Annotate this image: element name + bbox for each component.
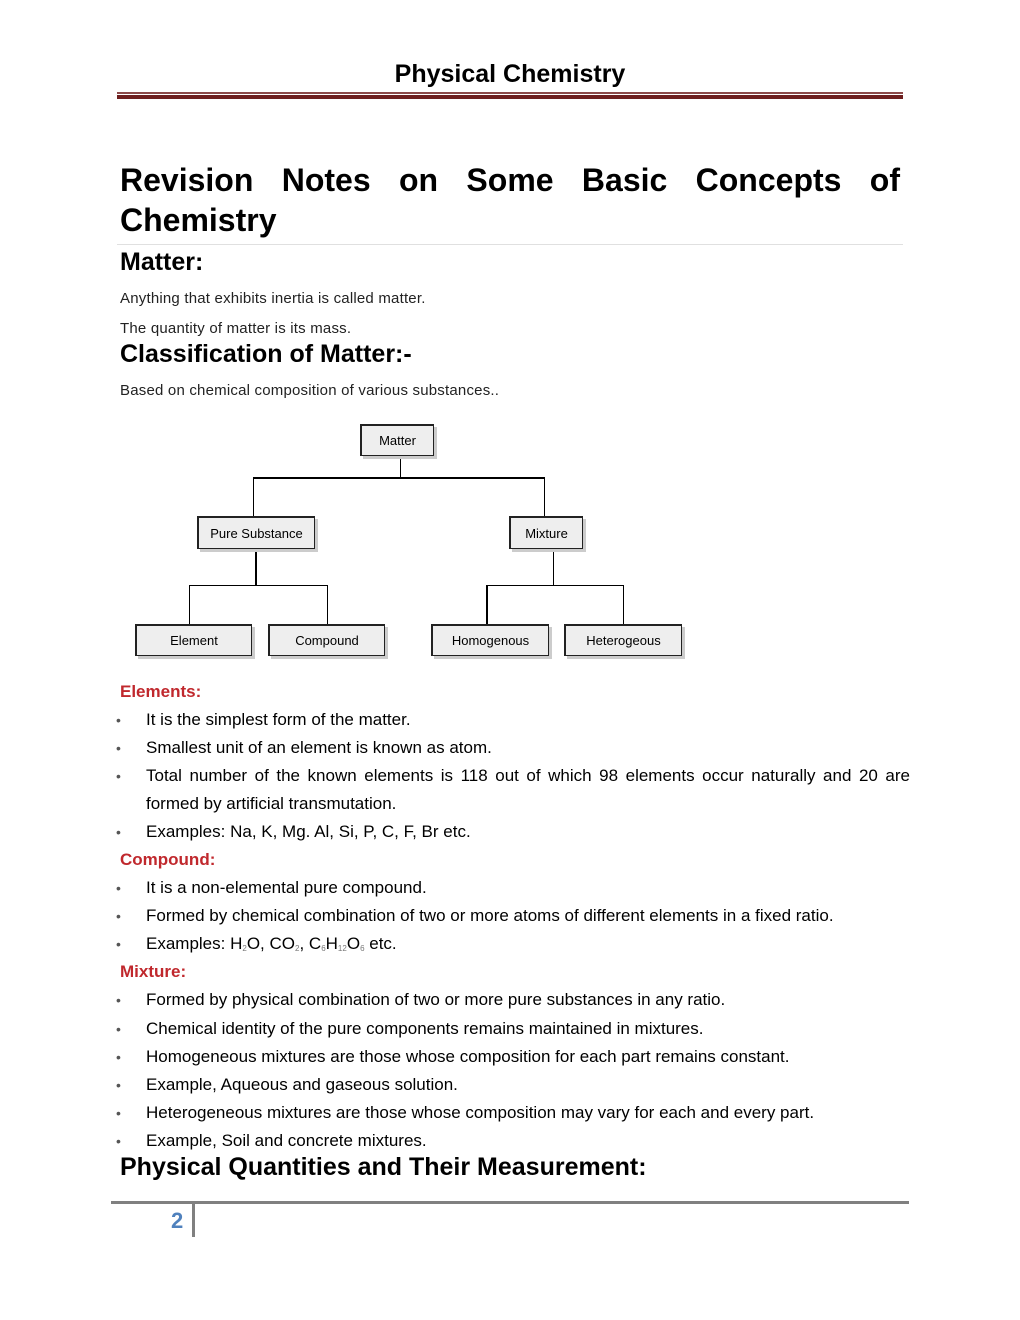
connector [400,456,401,478]
bullet-icon: • [116,1133,121,1149]
document-title: Revision Notes on Some Basic Concepts of Chemistry [120,162,900,238]
connector [189,585,328,586]
list-item [116,818,910,846]
node-element: Element [135,624,252,656]
list-item [116,1099,910,1127]
classification-intro: Based on chemical composition of various substances.. [120,382,500,399]
list-item [116,1015,910,1043]
connector [623,585,624,624]
connector [255,549,257,585]
subscript: 12 [337,944,347,953]
bullet-icon: • [116,768,121,784]
subscript: 2 [242,944,247,953]
bullet-icon: • [116,712,121,728]
list-item-text: Homogeneous mixtures are those whose composition for each part remains constant. [146,1047,790,1066]
list-item [116,734,910,762]
text: O, [246,934,270,953]
node-matter: Matter [360,424,434,456]
list-item [116,986,910,1014]
mixture-heading: Mixture: [120,962,187,981]
node-mixture: Mixture [509,516,583,549]
node-heterogeous: Heterogeous [564,624,682,656]
list-item-text: Examples: Na, K, Mg. Al, Si, P, C, F, Br etc. [146,822,471,841]
connector [253,478,254,516]
subscript: 6 [321,944,326,953]
list-item-text: Formed by chemical combination of two or more atoms of different elements in a fixed ratio. [146,906,834,925]
text: etc. [364,934,397,953]
list-item [116,1127,910,1155]
list-item-text: It is a non-elemental pure compound. [146,878,427,897]
bullet-icon: • [116,936,121,952]
bullet-icon: • [116,1105,121,1121]
text: Examples: [146,934,231,953]
list-item-text: Heterogeneous mixtures are those whose composition may vary for each and every part. [146,1103,815,1122]
page-number: 2 [171,1208,184,1233]
connector [253,477,545,479]
list-item-text: It is the simplest form of the matter. [146,710,411,729]
node-pure-substance: Pure Substance [197,516,315,549]
footer-rule [111,1201,909,1204]
connector [553,549,554,585]
list-item-text: Example, Soil and concrete mixtures. [146,1131,427,1150]
footer-divider [192,1203,195,1237]
subscript: 6 [360,944,365,953]
bullet-icon: • [116,824,121,840]
running-header: Physical Chemistry [394,60,626,88]
matter-line: Anything that exhibits inertia is called matter. [120,290,426,307]
title-divider [117,244,903,245]
bullet-icon: • [116,1021,121,1037]
subscript: 2 [295,944,300,953]
list-item [116,874,910,902]
connector [486,585,624,586]
compound-heading: Compound: [120,850,216,869]
text: H [325,934,338,953]
node-compound: Compound [268,624,385,656]
bullet-icon: • [116,1077,121,1093]
connector [486,585,488,624]
text: , [299,934,309,953]
list-item [116,706,910,734]
header-rule-thick [117,95,903,99]
elements-heading: Elements: [120,682,202,701]
list-item-text: Chemical identity of the pure components remains maintained in mixtures. [146,1019,704,1038]
header-rule-thin [117,92,903,94]
text: C [308,934,322,953]
bullet-icon: • [116,1049,121,1065]
text: O [346,934,361,953]
list-item-text: Smallest unit of an element is known as atom. [146,738,492,757]
matter-line: The quantity of matter is its mass. [120,320,352,337]
text: H [230,934,243,953]
node-homogenous: Homogenous [431,624,549,656]
connector [189,585,190,624]
list-item-text: Formed by physical combination of two or more pure substances in any ratio. [146,990,726,1009]
list-item [116,930,910,963]
list-item-text: Total number of the known elements is 118 out of which 98 elements occur naturally and 20 are formed by artificial transmutation. [146,766,910,813]
list-item [116,762,910,818]
list-item-text: Example, Aqueous and gaseous solution. [146,1075,458,1094]
bullet-icon: • [116,908,121,924]
connector [544,478,545,516]
matter-heading: Matter: [120,248,204,276]
bullet-icon: • [116,880,121,896]
classification-heading: Classification of Matter:- [120,340,412,368]
text: CO [269,934,295,953]
list-item [116,902,910,930]
compound-examples [146,930,910,963]
connector [327,585,328,624]
physical-quantities-heading: Physical Quantities and Their Measurement: [120,1153,647,1181]
bullet-icon: • [116,740,121,756]
bullet-icon: • [116,992,121,1008]
list-item [116,1071,910,1099]
list-item [116,1043,910,1071]
